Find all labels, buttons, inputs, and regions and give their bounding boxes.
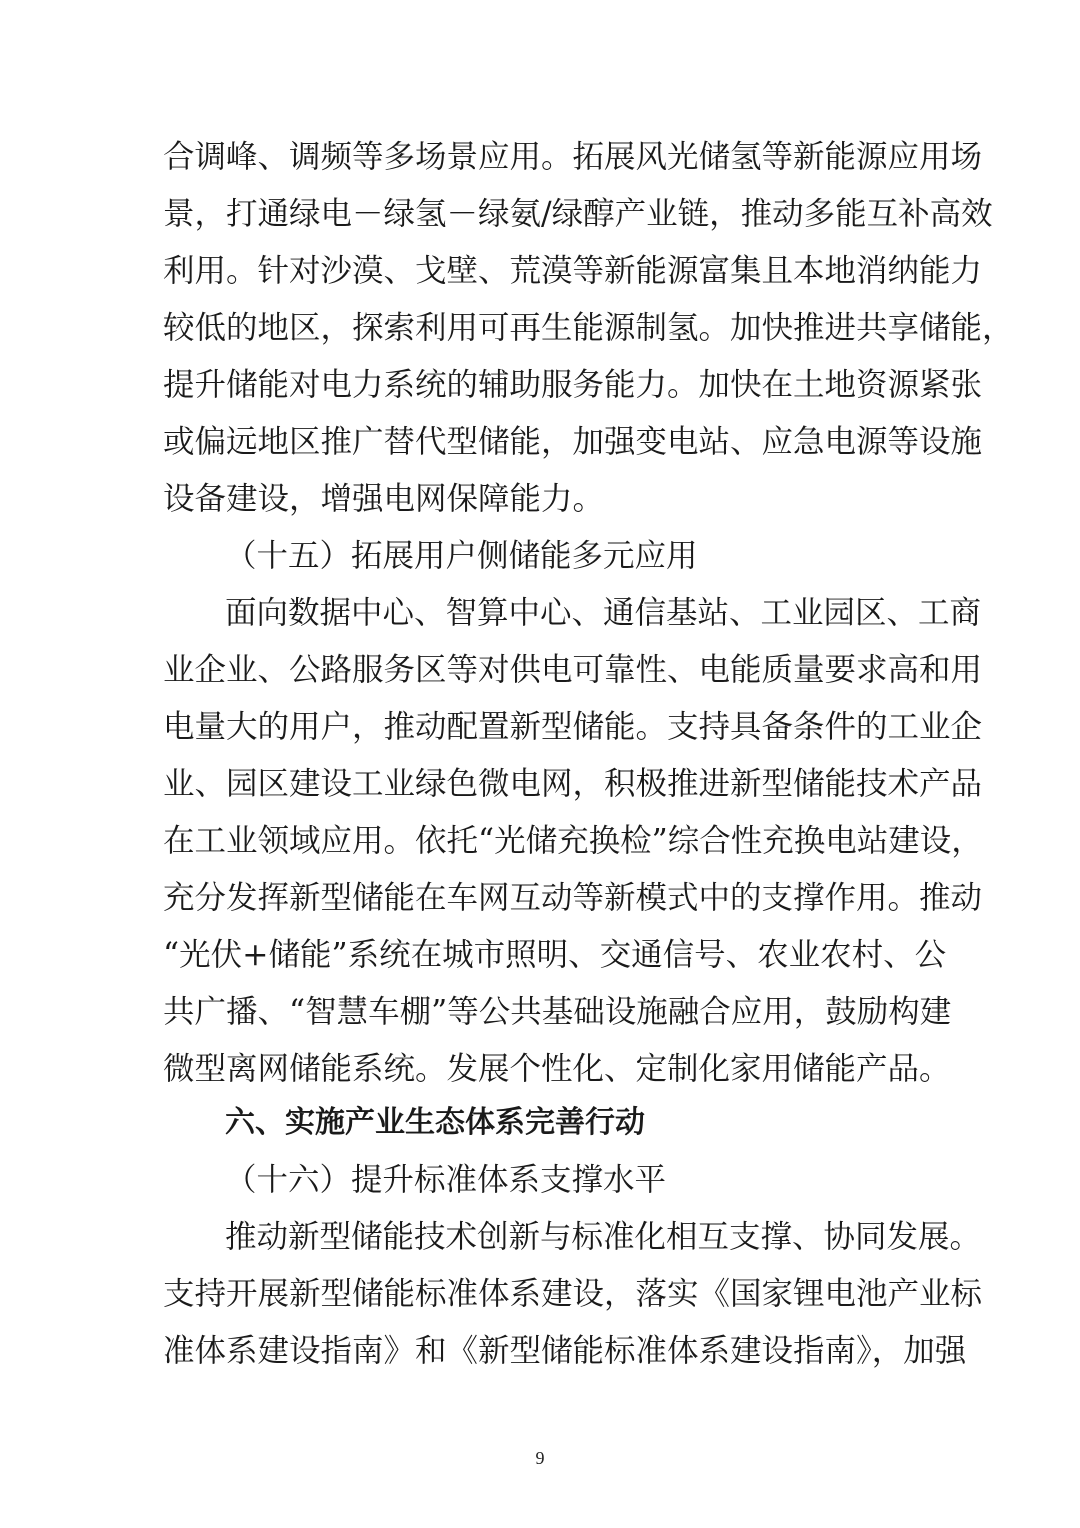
paragraph-line: 在工业领域应用。依托“光储充换检”综合性充换电站建设，: [163, 823, 983, 859]
paragraph-line: 较低的地区，探索利用可再生能源制氢。加快推进共享储能，: [163, 310, 1014, 346]
paragraph-line: 合调峰、调频等多场景应用。拓展风光储氢等新能源应用场: [163, 139, 983, 175]
paragraph-line: 准体系建设指南》和《新型储能标准体系建设指南》，加强: [163, 1333, 967, 1369]
paragraph-line: 提升储能对电力系统的辅助服务能力。加快在土地资源紧张: [163, 367, 983, 403]
paragraph-line: 推动新型储能技术创新与标准化相互支撑、协同发展。: [225, 1219, 982, 1255]
paragraph-line: 利用。针对沙漠、戈壁、荒漠等新能源富集且本地消纳能力: [163, 253, 983, 289]
paragraph-line: 充分发挥新型储能在车网互动等新模式中的支撑作用。推动: [163, 880, 983, 916]
subheading-16: （十六）提升标准体系支撑水平: [225, 1162, 667, 1198]
paragraph-line: 景，打通绿电－绿氢－绿氨/绿醇产业链，推动多能互补高效: [163, 196, 993, 232]
paragraph-line: 面向数据中心、智算中心、通信基站、工业园区、工商: [225, 595, 982, 631]
paragraph-line: 或偏远地区推广替代型储能，加强变电站、应急电源等设施: [163, 424, 983, 460]
section-heading-6: 六、实施产业生态体系完善行动: [225, 1105, 645, 1140]
paragraph-line: 支持开展新型储能标准体系建设，落实《国家锂电池产业标: [163, 1276, 983, 1312]
paragraph-line: 共广播、“智慧车棚”等公共基础设施融合应用，鼓励构建: [163, 994, 952, 1030]
paragraph-line: 业企业、公路服务区等对供电可靠性、电能质量要求高和用: [163, 652, 983, 688]
page-number: 9: [535, 1448, 545, 1468]
paragraph-line: 业、园区建设工业绿色微电网，积极推进新型储能技术产品: [163, 766, 983, 802]
paragraph-line: 设备建设，增强电网保障能力。: [163, 481, 605, 517]
subheading-15: （十五）拓展用户侧储能多元应用: [225, 538, 698, 574]
paragraph-line: “光伏+储能”系统在城市照明、交通信号、农业农村、公: [163, 937, 947, 973]
paragraph-line: 电量大的用户，推动配置新型储能。支持具备条件的工业企: [163, 709, 983, 745]
paragraph-line: 微型离网储能系统。发展个性化、定制化家用储能产品。: [163, 1051, 951, 1087]
